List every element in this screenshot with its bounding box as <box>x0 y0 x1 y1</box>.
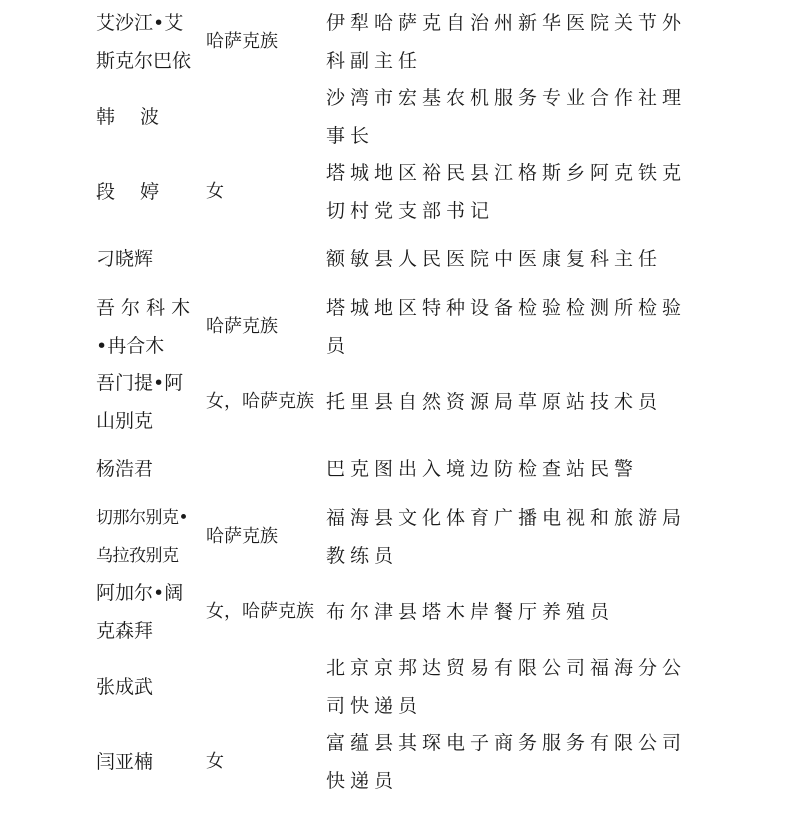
person-name: 艾沙江•艾斯克尔巴依 <box>96 12 192 72</box>
person-workplace: 塔城地区特种设备检验检测所检验员 <box>326 297 687 357</box>
person-workplace: 托里县自然资源局草原站技术员 <box>326 391 663 413</box>
person-workplace: 沙湾市宏基农机服务专业合作社理事长 <box>326 87 687 147</box>
person-name: 张成武 <box>96 676 154 698</box>
list-item <box>96 79 706 154</box>
person-attributes: 女 <box>206 751 224 772</box>
person-workplace: 北京京邦达贸易有限公司福海分公司快递员 <box>326 657 687 717</box>
person-attributes: 女 <box>206 181 224 202</box>
list-item <box>96 499 706 574</box>
list-item <box>96 154 706 229</box>
person-name: 切那尔别克•乌拉孜别克 <box>96 508 189 566</box>
person-attributes: 哈萨克族 <box>206 526 278 547</box>
person-attributes: 哈萨克族 <box>206 31 278 52</box>
person-name: 阿加尔•阔克森拜 <box>96 582 184 642</box>
person-workplace: 福海县文化体育广播电视和旅游局教练员 <box>326 507 687 567</box>
person-name: 吾门提•阿山别克 <box>96 372 184 432</box>
list-item <box>96 229 706 289</box>
list-item <box>96 439 706 499</box>
person-attributes: 女，哈萨克族 <box>206 601 314 622</box>
person-workplace: 巴克图出入境边防检查站民警 <box>326 458 639 480</box>
person-attributes: 女，哈萨克族 <box>206 391 314 412</box>
list-item <box>96 364 706 439</box>
person-workplace: 塔城地区裕民县江格斯乡阿克铁克切村党支部书记 <box>326 162 687 222</box>
person-attributes: 哈萨克族 <box>206 316 278 337</box>
person-name: 韩 波 <box>96 106 160 128</box>
person-name: 刁晓辉 <box>96 248 154 270</box>
person-workplace: 富蕴县其琛电子商务服务有限公司快递员 <box>326 732 687 792</box>
list-item <box>96 649 706 724</box>
list-item <box>96 4 706 79</box>
person-workplace: 额敏县人民医院中医康复科主任 <box>326 248 663 270</box>
person-workplace: 伊犁哈萨克自治州新华医院关节外科副主任 <box>326 12 687 72</box>
person-name: 杨浩君 <box>96 458 154 480</box>
honoree-list <box>96 4 706 799</box>
person-name: 闫亚楠 <box>96 751 154 773</box>
person-name: 吾 尔 科 木•冉合木 <box>96 297 191 357</box>
person-workplace: 布尔津县塔木岸餐厅养殖员 <box>326 601 615 623</box>
list-item <box>96 574 706 649</box>
person-name: 段 婷 <box>96 181 160 203</box>
list-item <box>96 289 706 364</box>
list-item <box>96 724 706 799</box>
